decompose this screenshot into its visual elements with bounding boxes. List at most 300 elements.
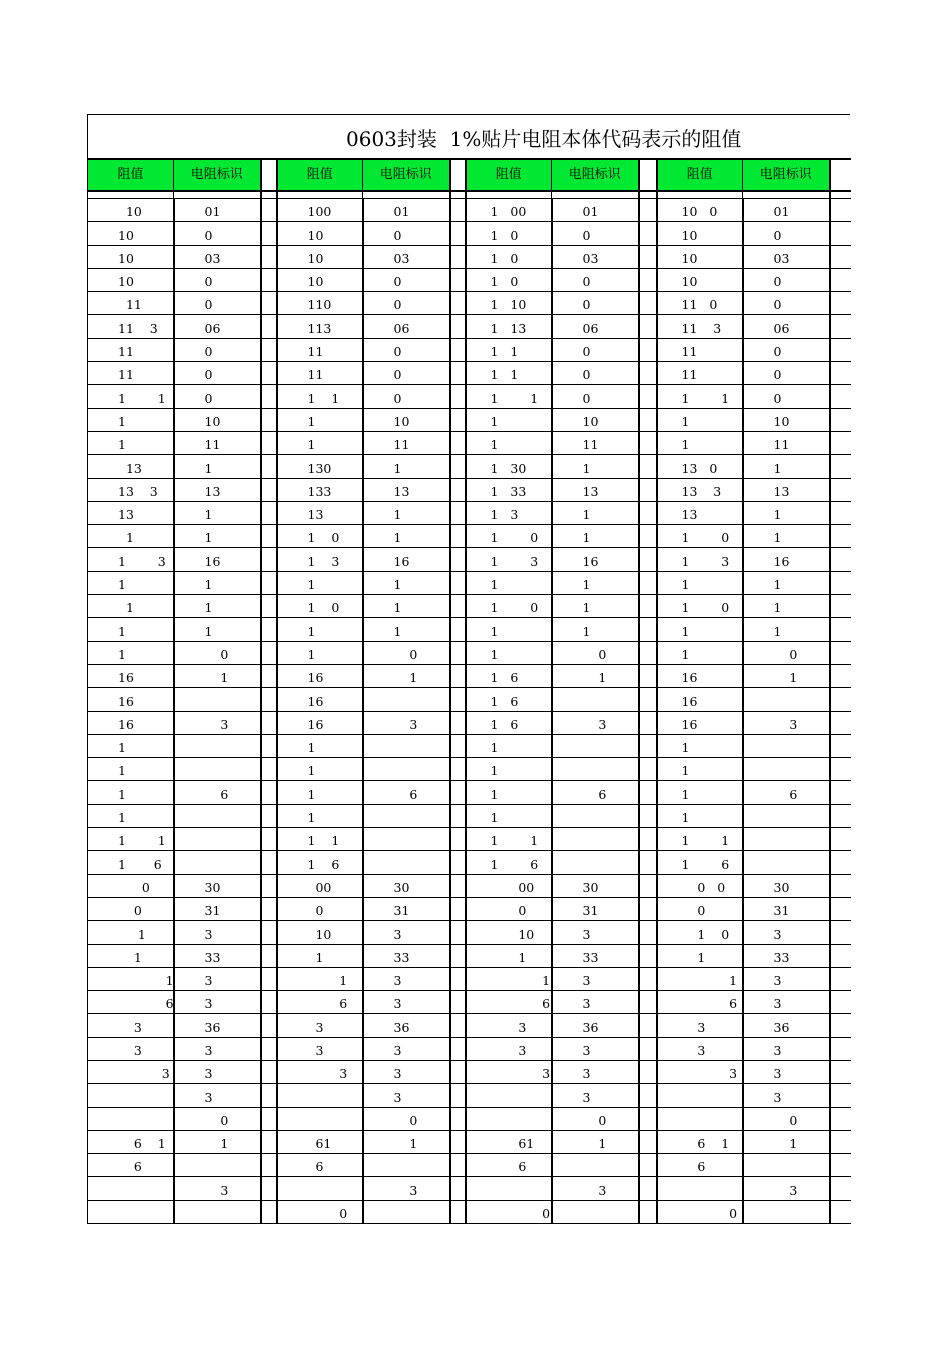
column-gap: [450, 315, 466, 338]
column-gap: [639, 245, 657, 268]
resistor-code-cell: 0: [743, 292, 830, 315]
resistor-code-cell: 36: [363, 1014, 450, 1037]
column-gap: [639, 991, 657, 1014]
resistor-code-cell: 11: [743, 431, 830, 454]
column-gap: [450, 431, 466, 454]
resistor-code-cell: 3: [174, 1177, 261, 1200]
resistance-value-cell: 3: [657, 1014, 743, 1037]
column-gap: [830, 199, 851, 222]
resistor-code-cell: 3: [743, 967, 830, 990]
column-gap: [261, 478, 277, 501]
resistor-code-cell: 1: [552, 1130, 639, 1153]
resistance-value-cell: 11: [657, 338, 743, 361]
resistor-code-cell: 13: [174, 478, 261, 501]
resistor-code-cell: 3: [363, 1084, 450, 1107]
table-row: [88, 1177, 851, 1200]
resistor-code-cell: [552, 1200, 639, 1223]
spacer-cell: [450, 191, 466, 199]
column-gap: [639, 967, 657, 990]
column-gap: [639, 897, 657, 920]
column-gap: [261, 222, 277, 245]
column-gap: [639, 1177, 657, 1200]
resistor-code-cell: [363, 734, 450, 757]
resistance-value-cell: 1: [277, 641, 363, 664]
table-row: [88, 734, 851, 757]
resistance-value-cell: 11: [277, 338, 363, 361]
column-gap: [639, 618, 657, 641]
resistor-code-cell: 0: [174, 222, 261, 245]
resistor-code-cell: 3: [552, 1177, 639, 1200]
resistance-value-cell: 1 0: [277, 595, 363, 618]
table-row: [88, 292, 851, 315]
column-gap: [830, 245, 851, 268]
column-gap: [450, 222, 466, 245]
table-row: [88, 548, 851, 571]
column-gap: [639, 455, 657, 478]
column-gap: [261, 292, 277, 315]
column-gap: [450, 1200, 466, 1223]
resistor-code-cell: 1: [743, 595, 830, 618]
resistance-value-cell: 1: [466, 944, 552, 967]
column-gap: [261, 1060, 277, 1083]
resistor-code-cell: 3: [363, 921, 450, 944]
resistance-value-cell: 1 6: [466, 851, 552, 874]
resistance-value-cell: 11: [88, 362, 174, 385]
column-gap: [639, 804, 657, 827]
table-row: [88, 991, 851, 1014]
table-row: [88, 268, 851, 291]
resistor-code-cell: [552, 758, 639, 781]
column-gap: [639, 571, 657, 594]
column-gap: [450, 897, 466, 920]
column-gap: [450, 362, 466, 385]
resistor-code-cell: 1: [743, 501, 830, 524]
table-row: [88, 1130, 851, 1153]
resistor-code-cell: 0: [552, 385, 639, 408]
resistor-code-cell: 11: [174, 431, 261, 454]
column-gap: [830, 967, 851, 990]
resistance-value-cell: 1 6: [657, 851, 743, 874]
resistor-code-cell: 3: [363, 711, 450, 734]
resistor-code-cell: [743, 828, 830, 851]
header-cell: 阻值: [657, 159, 743, 191]
column-gap: [639, 711, 657, 734]
resistor-code-cell: 0: [363, 362, 450, 385]
resistance-value-cell: 1 3: [277, 548, 363, 571]
column-gap: [450, 1014, 466, 1037]
resistor-code-cell: 10: [743, 408, 830, 431]
resistor-code-cell: 1: [174, 1130, 261, 1153]
table-row: [88, 222, 851, 245]
resistance-value-cell: 1 0: [657, 595, 743, 618]
resistor-code-cell: 6: [363, 781, 450, 804]
column-gap: [830, 159, 851, 191]
spacer-cell: [88, 191, 174, 199]
resistor-code-cell: 3: [552, 991, 639, 1014]
column-gap: [830, 758, 851, 781]
resistance-value-cell: 13 3: [88, 478, 174, 501]
resistor-code-cell: 31: [174, 897, 261, 920]
column-gap: [450, 828, 466, 851]
resistor-code-cell: 33: [174, 944, 261, 967]
table-row: [88, 385, 851, 408]
column-gap: [639, 828, 657, 851]
column-gap: [830, 385, 851, 408]
resistance-value-cell: 1: [88, 944, 174, 967]
column-gap: [830, 292, 851, 315]
resistance-value-cell: 10: [277, 245, 363, 268]
resistor-code-cell: 36: [174, 1014, 261, 1037]
column-gap: [450, 758, 466, 781]
resistor-code-cell: 3: [743, 1037, 830, 1060]
table-row: [88, 828, 851, 851]
resistance-value-cell: [466, 1084, 552, 1107]
resistor-code-cell: 1: [552, 455, 639, 478]
resistance-value-cell: 0: [466, 897, 552, 920]
column-gap: [639, 408, 657, 431]
resistor-code-cell: 0: [552, 292, 639, 315]
header-cell: 阻值: [466, 159, 552, 191]
resistor-code-cell: 0: [174, 641, 261, 664]
table-row: [88, 641, 851, 664]
resistance-value-cell: 3: [657, 1060, 743, 1083]
table-row: [88, 455, 851, 478]
resistance-value-cell: 16: [277, 688, 363, 711]
column-gap: [639, 159, 657, 191]
resistor-code-cell: [174, 758, 261, 781]
resistance-value-cell: 1 3: [88, 548, 174, 571]
column-gap: [450, 804, 466, 827]
resistor-code-cell: 11: [363, 431, 450, 454]
column-gap: [261, 548, 277, 571]
column-gap: [639, 362, 657, 385]
resistor-code-cell: 6: [743, 781, 830, 804]
column-gap: [830, 1037, 851, 1060]
spacer-cell: [639, 191, 657, 199]
resistor-code-cell: 1: [552, 595, 639, 618]
resistor-code-cell: 1: [743, 571, 830, 594]
resistor-code-cell: 13: [552, 478, 639, 501]
resistor-code-cell: 16: [363, 548, 450, 571]
resistance-value-cell: 6: [466, 1154, 552, 1177]
resistance-value-cell: 1: [88, 758, 174, 781]
title-row: [87, 114, 850, 158]
resistor-code-cell: 1: [174, 595, 261, 618]
column-gap: [830, 315, 851, 338]
spacer-cell: [363, 191, 450, 199]
resistance-value-cell: 16: [657, 664, 743, 687]
column-gap: [639, 734, 657, 757]
resistance-value-cell: 1 0: [466, 525, 552, 548]
column-gap: [639, 1060, 657, 1083]
resistance-value-cell: 10: [657, 245, 743, 268]
resistor-code-cell: 33: [363, 944, 450, 967]
column-gap: [639, 781, 657, 804]
resistance-value-cell: 1: [657, 431, 743, 454]
column-gap: [639, 664, 657, 687]
column-gap: [261, 874, 277, 897]
table-row: [88, 525, 851, 548]
resistor-code-cell: [174, 804, 261, 827]
resistance-value-cell: 1: [657, 734, 743, 757]
resistance-value-cell: 11 0: [657, 292, 743, 315]
column-gap: [830, 944, 851, 967]
resistor-code-cell: [552, 804, 639, 827]
column-gap: [639, 874, 657, 897]
resistance-value-cell: 1: [88, 595, 174, 618]
resistance-value-cell: 11: [88, 338, 174, 361]
resistance-value-cell: 1: [657, 758, 743, 781]
resistance-value-cell: 11: [277, 362, 363, 385]
resistor-code-cell: 3: [174, 967, 261, 990]
resistor-code-cell: 3: [743, 1177, 830, 1200]
resistor-code-cell: 1: [743, 618, 830, 641]
resistance-value-cell: 1: [657, 967, 743, 990]
column-gap: [261, 1154, 277, 1177]
resistor-code-cell: 0: [743, 641, 830, 664]
resistor-code-cell: 10: [174, 408, 261, 431]
column-gap: [830, 1177, 851, 1200]
resistor-code-cell: [743, 688, 830, 711]
resistance-value-cell: 1: [466, 967, 552, 990]
resistance-value-cell: 1: [88, 967, 174, 990]
resistance-value-cell: 13 3: [657, 478, 743, 501]
column-gap: [450, 1037, 466, 1060]
resistance-value-cell: 1: [277, 781, 363, 804]
resistance-value-cell: 1 1: [466, 362, 552, 385]
resistor-code-cell: 31: [743, 897, 830, 920]
column-gap: [450, 1084, 466, 1107]
resistance-value-cell: 1: [88, 734, 174, 757]
column-gap: [450, 781, 466, 804]
resistance-value-cell: 13: [88, 455, 174, 478]
resistor-code-cell: 1: [552, 571, 639, 594]
resistor-code-cell: [743, 758, 830, 781]
resistance-value-cell: 3: [88, 1014, 174, 1037]
resistance-value-cell: 10: [466, 921, 552, 944]
column-gap: [261, 664, 277, 687]
resistance-value-cell: 0: [657, 1200, 743, 1223]
column-gap: [830, 478, 851, 501]
column-gap: [639, 1037, 657, 1060]
resistor-code-cell: 3: [174, 921, 261, 944]
column-gap: [639, 944, 657, 967]
resistor-code-cell: 0: [552, 338, 639, 361]
resistance-value-cell: 1 6: [466, 688, 552, 711]
column-gap: [261, 525, 277, 548]
resistance-value-cell: 1: [657, 408, 743, 431]
resistance-value-cell: 0: [657, 897, 743, 920]
resistor-code-cell: 1: [552, 525, 639, 548]
column-gap: [261, 455, 277, 478]
column-gap: [261, 851, 277, 874]
resistor-code-cell: 3: [743, 1060, 830, 1083]
resistance-value-cell: [466, 1177, 552, 1200]
table-row: [88, 1200, 851, 1223]
page-title: 0603封装 1%贴片电阻本体代码表示的阻值: [346, 127, 742, 151]
resistor-code-cell: 3: [552, 1084, 639, 1107]
column-gap: [830, 338, 851, 361]
resistor-code-cell: 31: [363, 897, 450, 920]
table-row: [88, 1037, 851, 1060]
column-gap: [261, 245, 277, 268]
resistor-code-cell: 1: [552, 501, 639, 524]
column-gap: [639, 921, 657, 944]
resistor-code-cell: 3: [552, 1060, 639, 1083]
resistor-code-cell: 1: [363, 455, 450, 478]
resistor-code-cell: 06: [552, 315, 639, 338]
table-row: [88, 921, 851, 944]
column-gap: [830, 664, 851, 687]
resistor-code-cell: 0: [174, 268, 261, 291]
resistance-value-cell: 1 1: [466, 338, 552, 361]
resistance-value-cell: 1 10: [466, 292, 552, 315]
table-row: [88, 851, 851, 874]
resistor-code-cell: 1: [174, 664, 261, 687]
resistance-value-cell: 10: [657, 268, 743, 291]
table-row: [88, 245, 851, 268]
column-gap: [450, 338, 466, 361]
table-row: [88, 967, 851, 990]
resistance-value-cell: 16: [277, 711, 363, 734]
resistance-value-cell: 10: [277, 921, 363, 944]
resistance-value-cell: 1 1: [88, 385, 174, 408]
resistance-value-cell: 1: [88, 921, 174, 944]
column-gap: [261, 362, 277, 385]
resistance-value-cell: 1: [88, 618, 174, 641]
resistance-value-cell: 10: [277, 222, 363, 245]
resistance-value-cell: 130: [277, 455, 363, 478]
resistance-value-cell: 1 0: [466, 268, 552, 291]
resistance-value-cell: 1: [88, 431, 174, 454]
resistance-value-cell: 1 1: [277, 385, 363, 408]
table-row: [88, 688, 851, 711]
column-gap: [639, 595, 657, 618]
column-gap: [450, 478, 466, 501]
table-row: [88, 1014, 851, 1037]
resistor-code-cell: 1: [363, 618, 450, 641]
resistance-value-cell: 10: [88, 245, 174, 268]
resistance-value-cell: 1: [466, 618, 552, 641]
resistance-value-cell: 16: [88, 711, 174, 734]
column-gap: [261, 688, 277, 711]
resistor-code-cell: 3: [174, 1037, 261, 1060]
resistor-code-cell: 0: [743, 362, 830, 385]
resistance-value-cell: 1: [657, 804, 743, 827]
resistor-code-cell: [363, 828, 450, 851]
resistance-value-cell: 6: [466, 991, 552, 1014]
resistance-value-cell: 1 1: [657, 828, 743, 851]
column-gap: [830, 501, 851, 524]
resistor-code-cell: 30: [552, 874, 639, 897]
resistor-code-cell: 3: [363, 967, 450, 990]
resistor-code-cell: 3: [174, 711, 261, 734]
column-gap: [450, 1130, 466, 1153]
column-gap: [639, 315, 657, 338]
column-gap: [450, 385, 466, 408]
column-gap: [639, 1154, 657, 1177]
column-gap: [261, 268, 277, 291]
resistor-code-cell: 1: [174, 618, 261, 641]
resistance-value-cell: 0: [88, 897, 174, 920]
column-gap: [261, 758, 277, 781]
resistance-value-cell: 1: [277, 944, 363, 967]
resistance-value-cell: 1 6: [466, 711, 552, 734]
column-gap: [261, 897, 277, 920]
resistance-value-cell: 3: [277, 1060, 363, 1083]
column-gap: [261, 1014, 277, 1037]
resistance-value-cell: 1 1: [88, 828, 174, 851]
resistor-code-cell: 1: [363, 501, 450, 524]
resistor-code-cell: 10: [363, 408, 450, 431]
resistance-value-cell: 1 1: [466, 828, 552, 851]
column-gap: [450, 595, 466, 618]
column-gap: [830, 1014, 851, 1037]
column-gap: [830, 1107, 851, 1130]
resistor-code-cell: 3: [743, 711, 830, 734]
resistor-code-cell: 0: [174, 385, 261, 408]
resistance-value-cell: 3: [466, 1037, 552, 1060]
column-gap: [830, 781, 851, 804]
resistor-code-cell: 3: [174, 991, 261, 1014]
column-gap: [261, 944, 277, 967]
resistor-code-cell: 03: [363, 245, 450, 268]
table-row: [88, 1084, 851, 1107]
column-gap: [261, 921, 277, 944]
resistance-value-cell: 10: [88, 268, 174, 291]
column-gap: [450, 292, 466, 315]
resistance-value-cell: 1: [277, 408, 363, 431]
resistor-code-cell: 1: [363, 1130, 450, 1153]
resistor-code-cell: 1: [363, 525, 450, 548]
column-gap: [639, 1014, 657, 1037]
resistance-value-cell: 3: [88, 1037, 174, 1060]
column-gap: [261, 1200, 277, 1223]
resistor-code-cell: 36: [743, 1014, 830, 1037]
resistor-code-cell: 0: [363, 268, 450, 291]
resistor-code-cell: 3: [174, 1084, 261, 1107]
column-gap: [261, 501, 277, 524]
spacer-cell: [552, 191, 639, 199]
resistor-code-cell: 0: [363, 641, 450, 664]
resistance-value-cell: 6 1: [88, 1130, 174, 1153]
table-body: [88, 159, 851, 1224]
resistance-value-cell: 6: [277, 1154, 363, 1177]
resistance-value-cell: 6: [657, 991, 743, 1014]
resistance-value-cell: 1 0: [657, 921, 743, 944]
column-gap: [450, 1060, 466, 1083]
resistance-value-cell: 1: [657, 641, 743, 664]
column-gap: [450, 548, 466, 571]
resistor-code-cell: 01: [552, 199, 639, 222]
resistor-code-cell: 0: [552, 268, 639, 291]
resistor-code-cell: [174, 688, 261, 711]
resistor-code-cell: 3: [743, 1084, 830, 1107]
resistance-value-cell: 1: [466, 571, 552, 594]
resistance-value-cell: 0: [277, 897, 363, 920]
spacer-cell: [743, 191, 830, 199]
resistance-value-cell: 1: [466, 408, 552, 431]
resistor-code-cell: [174, 734, 261, 757]
column-gap: [639, 222, 657, 245]
column-gap: [450, 1107, 466, 1130]
resistance-value-cell: 100: [277, 199, 363, 222]
resistor-code-cell: [363, 1154, 450, 1177]
column-gap: [261, 967, 277, 990]
resistor-code-cell: 0: [743, 222, 830, 245]
resistor-code-cell: 1: [743, 525, 830, 548]
resistance-value-cell: 1 13: [466, 315, 552, 338]
